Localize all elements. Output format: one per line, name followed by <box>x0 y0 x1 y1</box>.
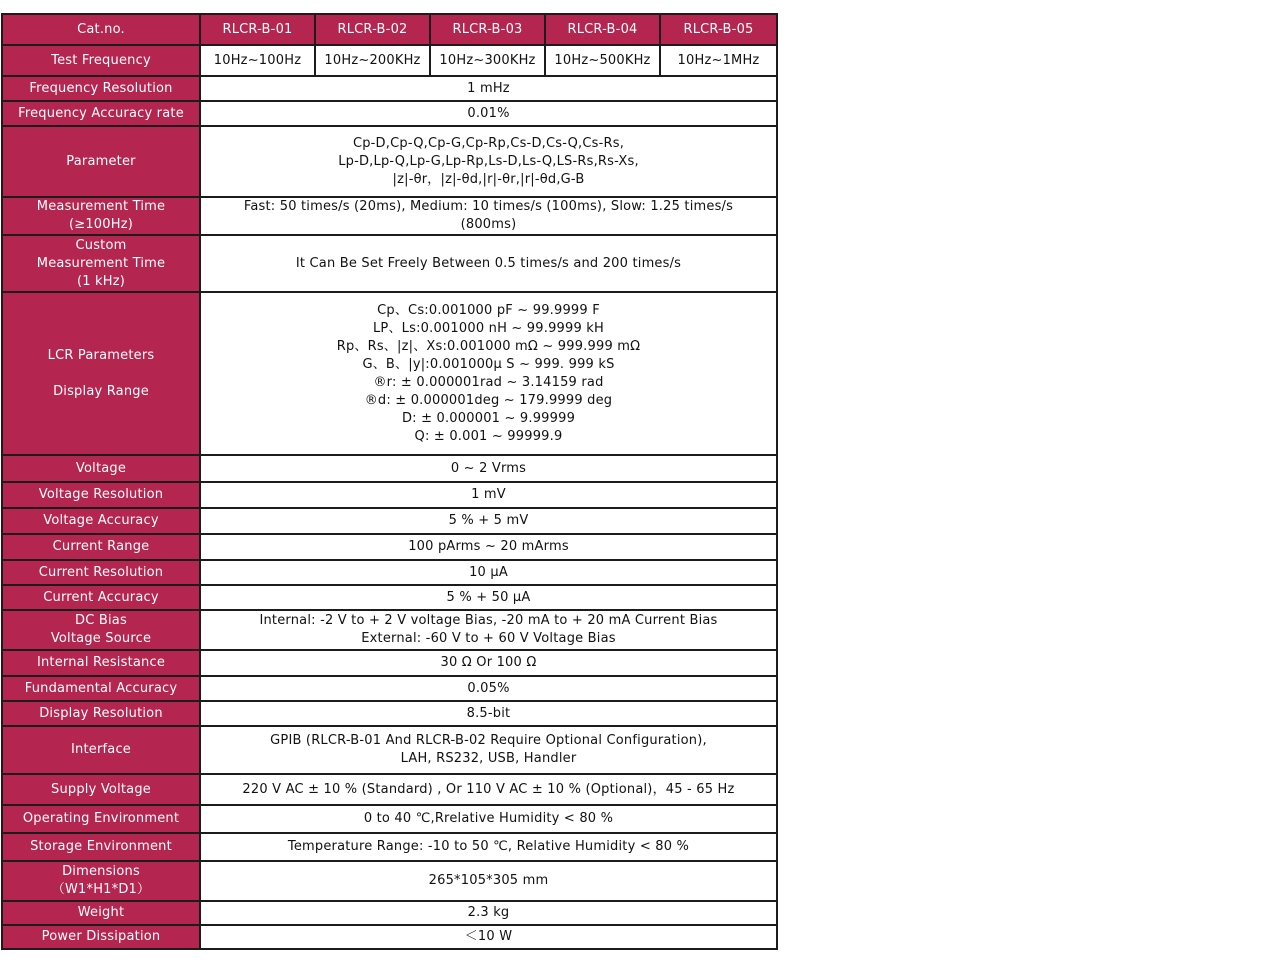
row-label-line: Dimensions <box>62 864 140 879</box>
row-value <box>200 726 777 774</box>
row-value <box>200 76 777 101</box>
row-label-line: Frequency Resolution <box>29 80 173 96</box>
row-value <box>200 508 777 534</box>
frequency-value: 10Hz~1MHz <box>660 45 777 76</box>
row-value <box>200 482 777 508</box>
row-value <box>200 101 777 126</box>
row-value-line: |z|-θr，|z|-θd,|r|-θr,|r|-θd,G-B <box>392 171 585 187</box>
row-label <box>2 197 200 235</box>
row-label <box>2 126 200 197</box>
row-value-line: 30 Ω Or 100 Ω <box>440 655 537 670</box>
table-row <box>2 508 777 534</box>
row-value-line: 0.05% <box>467 680 510 696</box>
frequency-value: 10Hz~300KHz <box>430 45 545 76</box>
row-value <box>200 774 777 805</box>
row-value-line: 1 mHz <box>467 80 510 96</box>
row-label <box>2 455 200 482</box>
row-value <box>200 901 777 925</box>
row-label <box>2 560 200 585</box>
row-value-line: Lp-D,Lp-Q,Lp-G,Lp-Rp,Ls-D,Ls-Q,LS-Rs,Rs-Xs, <box>338 153 639 169</box>
table-row <box>2 482 777 508</box>
row-label: Test Frequency <box>2 45 200 76</box>
row-label-line: (1 kHz) <box>76 273 126 289</box>
frequency-value: 10Hz~500KHz <box>545 45 660 76</box>
table-row <box>2 101 777 126</box>
model-header: RLCR-B-01 <box>200 14 315 45</box>
table-row <box>2 833 777 861</box>
row-label <box>2 610 200 650</box>
row-label-line: Voltage Accuracy <box>43 513 159 528</box>
row-label <box>2 482 200 508</box>
row-value <box>200 197 777 235</box>
row-value-line: (800ms) <box>460 217 517 232</box>
row-label-line <box>7 365 195 383</box>
row-label <box>2 76 200 101</box>
model-header: RLCR-B-03 <box>430 14 545 45</box>
row-label <box>2 585 200 610</box>
row-value-line: 5 % + 5 mV <box>448 513 529 528</box>
row-value <box>200 560 777 585</box>
row-label-line: (≥100Hz) <box>68 217 134 232</box>
row-value-line: 8.5-bit <box>466 705 511 721</box>
row-label-line: Interface <box>70 742 131 757</box>
row-value-line: 2.3 kg <box>467 905 510 920</box>
table-row <box>2 650 777 676</box>
row-label <box>2 861 200 901</box>
row-value-line: Fast: 50 times/s (20ms), Medium: 10 times/s (100ms), Slow: 1.25 times/s <box>243 199 734 214</box>
row-label <box>2 508 200 534</box>
cat-no-header: Cat.no. <box>2 14 200 45</box>
model-header: RLCR-B-05 <box>660 14 777 45</box>
row-value-line: 220 V AC ± 10 % (Standard) , Or 110 V AC ± 10 % (Optional)，45 - 65 Hz <box>242 781 735 797</box>
row-label-line: Display Range <box>53 383 149 399</box>
row-value <box>200 534 777 560</box>
row-label-line: Fundamental Accuracy <box>24 680 178 696</box>
table-row <box>2 585 777 610</box>
model-header: RLCR-B-04 <box>545 14 660 45</box>
row-label-line: Parameter <box>66 153 136 169</box>
row-label <box>2 805 200 833</box>
row-label <box>2 676 200 701</box>
table-row <box>2 560 777 585</box>
row-label <box>2 650 200 676</box>
table-row <box>2 701 777 726</box>
row-value-line: Internal: -2 V to + 2 V voltage Bias, -20 mA to + 20 mA Current Bias <box>259 613 718 628</box>
row-value-line: 0 ~ 2 Vrms <box>450 460 527 476</box>
row-label <box>2 534 200 560</box>
row-label-line: Internal Resistance <box>36 655 166 670</box>
table-row <box>2 901 777 925</box>
row-label-line: Current Resolution <box>38 564 164 580</box>
row-label <box>2 901 200 925</box>
row-value <box>200 701 777 726</box>
row-value-line: Cp、Cs:0.001000 pF ~ 99.9999 F <box>377 302 600 318</box>
row-value-line: LP、Ls:0.001000 nH ~ 99.9999 kH <box>372 320 604 336</box>
row-value <box>200 235 777 292</box>
row-value <box>200 292 777 455</box>
row-label-line: Display Resolution <box>39 705 163 721</box>
table-row <box>2 534 777 560</box>
row-label-line: Current Accuracy <box>43 589 159 605</box>
row-value-line: Temperature Range: -10 to 50 ℃, Relative Humidity < 80 % <box>287 839 690 854</box>
row-value-line: 265*105*305 mm <box>428 873 549 888</box>
table-row <box>2 676 777 701</box>
row-value <box>200 861 777 901</box>
table-row <box>2 805 777 833</box>
table-row <box>2 610 777 650</box>
row-value-line: GPIB (RLCR-B-01 And RLCR-B-02 Require Optional Configuration), <box>270 733 707 748</box>
row-value-line: D: ± 0.000001 ~ 9.99999 <box>401 410 576 426</box>
row-value <box>200 833 777 861</box>
row-value-line: Cp-D,Cp-Q,Cp-G,Cp-Rp,Cs-D,Cs-Q,Cs-Rs, <box>352 135 625 151</box>
row-value <box>200 610 777 650</box>
row-value <box>200 925 777 949</box>
row-label <box>2 833 200 861</box>
table-row <box>2 292 777 455</box>
row-label <box>2 101 200 126</box>
row-label-line: Power Dissipation <box>41 929 161 944</box>
row-label <box>2 235 200 292</box>
row-value-line: ®d: ± 0.000001deg ~ 179.9999 deg <box>364 392 613 408</box>
row-value <box>200 676 777 701</box>
table-row <box>2 455 777 482</box>
table-row <box>2 861 777 901</box>
row-label <box>2 292 200 455</box>
table-row <box>2 76 777 101</box>
row-label-line: Measurement Time <box>36 199 166 214</box>
row-label-line: Storage Environment <box>30 839 172 854</box>
row-value-line: External: -60 V to + 60 V Voltage Bias <box>361 631 616 646</box>
row-label-line: Weight <box>77 905 125 920</box>
row-label-line: LCR Parameters <box>47 347 155 363</box>
row-value-line: ＜10 W <box>464 929 513 944</box>
row-value <box>200 650 777 676</box>
row-label <box>2 726 200 774</box>
row-value-line: G、B、|y|:0.001000μ S ~ 999. 999 kS <box>362 356 615 372</box>
row-value-line: LAH, RS232, USB, Handler <box>400 751 577 766</box>
row-label <box>2 774 200 805</box>
row-label <box>2 701 200 726</box>
row-value <box>200 455 777 482</box>
model-header: RLCR-B-02 <box>315 14 430 45</box>
row-value-line: Q: ± 0.001 ~ 99999.9 <box>414 428 563 444</box>
frequency-value: 10Hz~100Hz <box>200 45 315 76</box>
row-value-line: 0 to 40 ℃,Rrelative Humidity < 80 % <box>363 811 614 826</box>
row-value <box>200 805 777 833</box>
table-row <box>2 45 777 76</box>
row-label-line: Measurement Time <box>36 255 166 271</box>
row-label <box>2 925 200 949</box>
table-row <box>2 726 777 774</box>
row-label-line: Custom <box>75 237 127 253</box>
frequency-value: 10Hz~200KHz <box>315 45 430 76</box>
row-label-line: （W1*H1*D1） <box>51 882 151 897</box>
row-value-line: ®r: ± 0.000001rad ~ 3.14159 rad <box>373 374 604 390</box>
row-value-line: 1 mV <box>471 487 506 502</box>
row-value-line: 10 μA <box>469 564 508 580</box>
row-label-line: Operating Environment <box>22 811 180 826</box>
table-row <box>2 774 777 805</box>
row-value-line: Rp、Rs、|z|、Xs:0.001000 mΩ ~ 999.999 mΩ <box>336 338 641 354</box>
row-label-line: Voltage Resolution <box>38 487 164 502</box>
row-value-line: 0.01% <box>467 105 510 121</box>
spec-table <box>1 13 778 950</box>
table-row <box>2 126 777 197</box>
row-value-line: 5 % + 50 μA <box>446 589 531 605</box>
row-label-line: Frequency Accuracy rate <box>18 105 184 121</box>
table-row <box>2 925 777 949</box>
table-row <box>2 197 777 235</box>
row-label-line: Supply Voltage <box>51 781 151 797</box>
row-value-line: It Can Be Set Freely Between 0.5 times/s and 200 times/s <box>295 255 682 271</box>
row-value-line: 100 pArms ~ 20 mArms <box>408 539 569 554</box>
row-value <box>200 126 777 197</box>
row-label-line: Voltage <box>75 460 127 476</box>
row-label-line: Voltage Source <box>50 631 152 646</box>
row-label-line: DC Bias <box>75 613 127 628</box>
row-value <box>200 585 777 610</box>
table-row <box>2 235 777 292</box>
header-row <box>2 14 777 45</box>
row-label-line: Current Range <box>52 539 150 554</box>
